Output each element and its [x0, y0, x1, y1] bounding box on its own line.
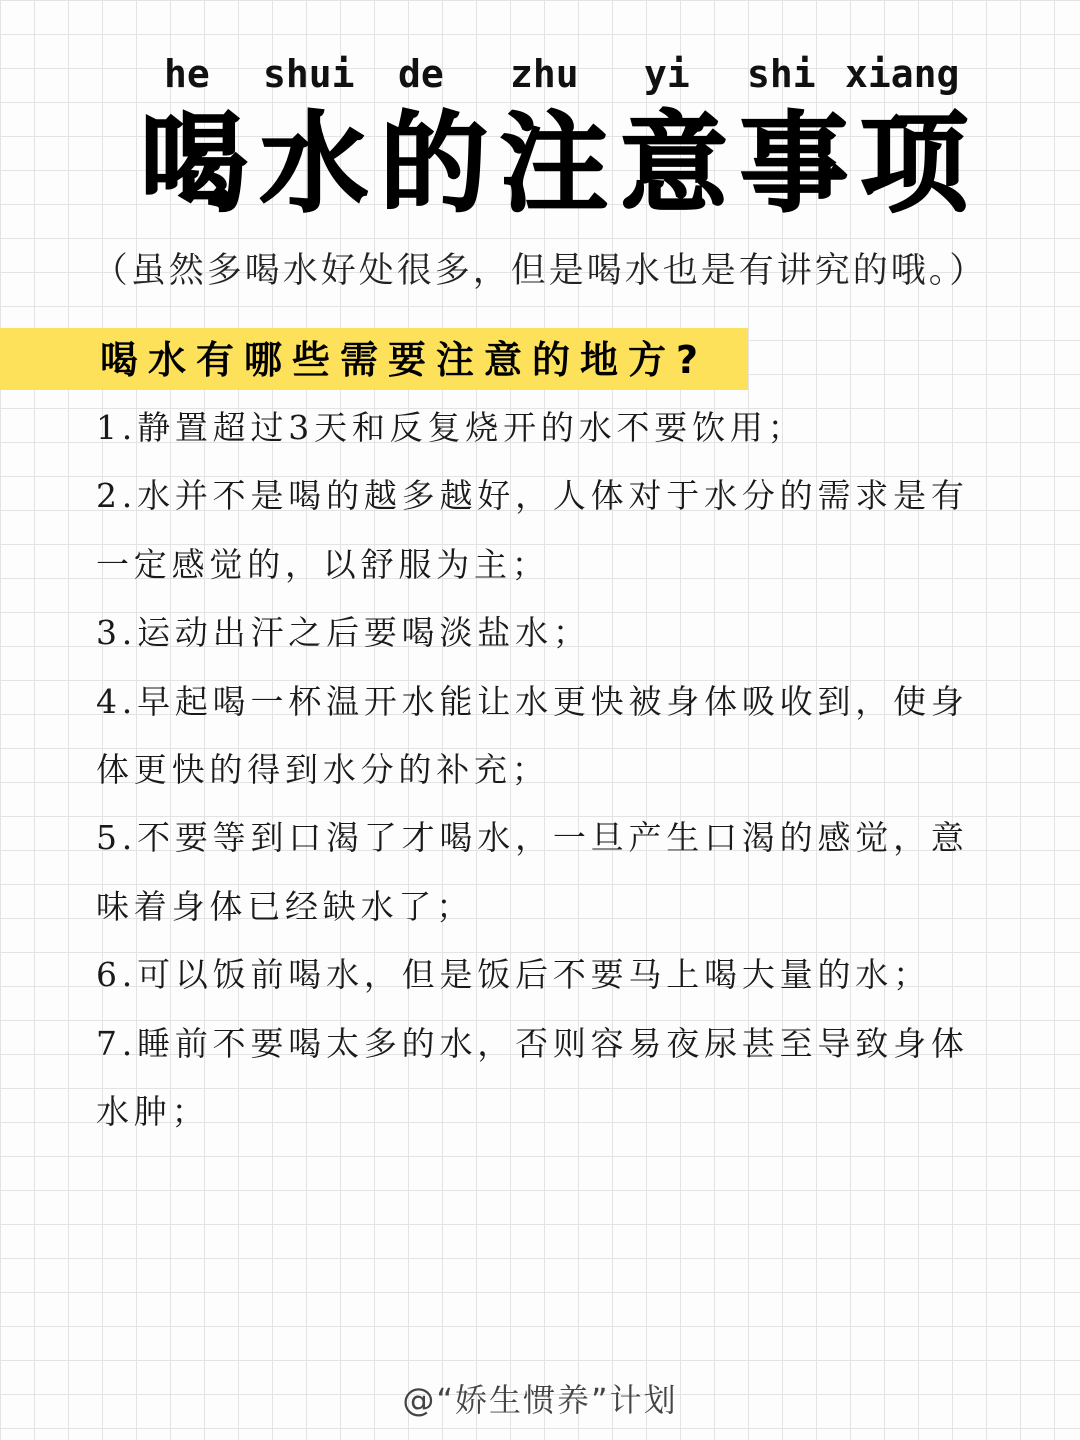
list-item: 6.可以饭前喝水，但是饭后不要马上喝大量的水； — [96, 955, 931, 995]
list-item: 1.静置超过3天和反复烧开的水不要饮用； — [96, 408, 806, 447]
pinyin-syllable: de — [398, 52, 444, 96]
section-heading: 喝水有哪些需要注意的地方? — [100, 338, 709, 382]
tip-list — [96, 394, 996, 1146]
pinyin-syllable: zhu — [510, 52, 579, 96]
pinyin-syllable: he — [164, 52, 210, 96]
pinyin-syllable: yi — [644, 52, 690, 96]
list-item: 4.早起喝一杯温开水能让水更快被身体吸收到，使身体更快的得到水分的补充； — [96, 681, 969, 790]
list-item: 2.水并不是喝的越多越好，人体对于水分的需求是有一定感觉的，以舒服为主； — [96, 476, 969, 584]
list-item: 3.运动出汗之后要喝淡盐水； — [96, 613, 591, 653]
pinyin-syllable: xiang — [845, 52, 960, 96]
title-pinyin — [130, 52, 960, 102]
list-item: 5.不要等到口渴了才喝水，一旦产生口渴的感觉，意味着身体已经缺水了； — [96, 818, 969, 926]
pinyin-syllable: shi — [747, 52, 816, 96]
page-subtitle: （虽然多喝水好处很多，但是喝水也是有讲究的哦。） — [92, 251, 988, 291]
list-item: 7.睡前不要喝太多的水，否则容易夜尿甚至导致身体水肿； — [96, 1023, 969, 1132]
pinyin-syllable: shui — [263, 52, 355, 96]
page-title: 喝水的注意事项 — [140, 102, 981, 227]
author-credit: @“娇生惯养”计划 — [402, 1381, 678, 1419]
